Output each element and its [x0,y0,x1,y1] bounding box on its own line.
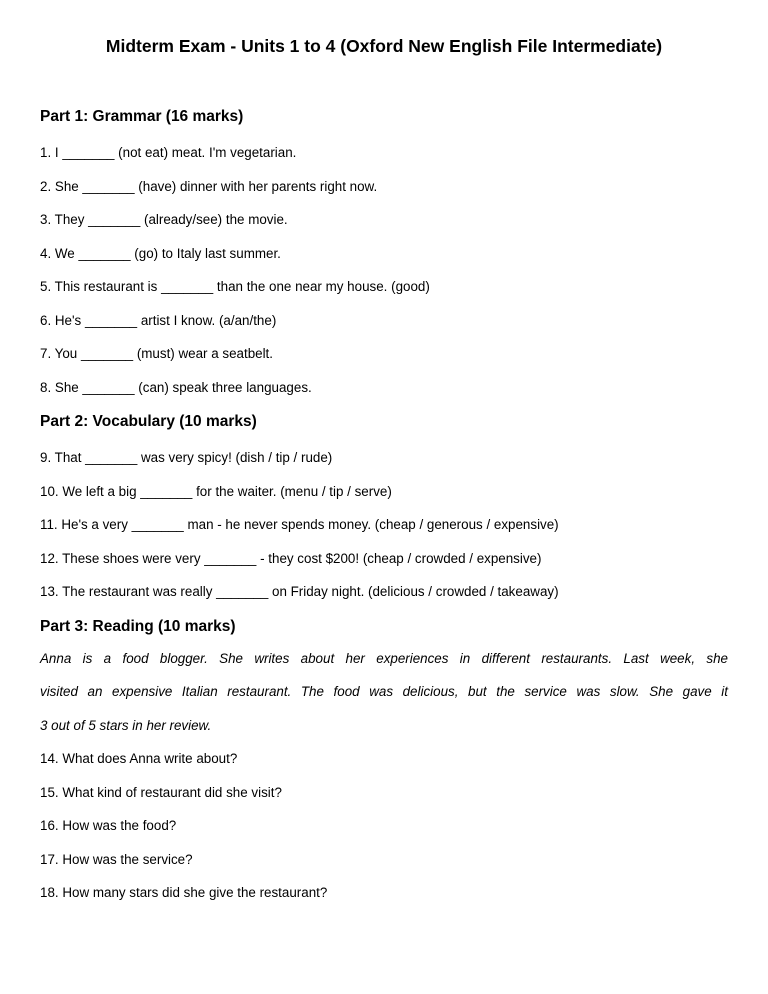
section-reading [40,617,728,902]
question-4: 4. We _______ (go) to Italy last summer. [40,245,281,261]
question-12: 12. These shoes were very _______ - they cost $200! (cheap / crowded / expensive) [40,550,542,566]
passage-line-3: 3 out of 5 stars in her review. [40,717,212,733]
question-2: 2. She _______ (have) dinner with her parents right now. [40,178,378,194]
section-heading-grammar: Part 1: Grammar (16 marks) [40,108,244,125]
passage-line-2: visited an expensive Italian restaurant. The food was delicious, but the service was slow. She gave it [40,684,728,699]
question-17: 17. How was the service? [40,851,193,867]
question-13: 13. The restaurant was really _______ on Friday night. (delicious / crowded / takeaway) [40,584,559,599]
question-15: 15. What kind of restaurant did she visit? [40,784,282,800]
page-title: Midterm Exam - Units 1 to 4 (Oxford New English File Intermediate) [105,36,663,56]
question-9: 9. That _______ was very spicy! (dish / tip / rude) [40,450,333,465]
question-3: 3. They _______ (already/see) the movie. [40,212,288,227]
section-grammar [40,107,728,396]
question-5: 5. This restaurant is _______ than the one near my house. (good) [40,279,430,294]
question-8: 8. She _______ (can) speak three languages. [40,379,312,395]
question-16: 16. How was the food? [40,818,177,833]
question-11: 11. He's a very _______ man - he never spends money. (cheap / generous / expensive) [40,517,559,532]
section-vocabulary [40,412,728,600]
question-18: 18. How many stars did she give the restaurant? [40,885,328,900]
question-14: 14. What does Anna write about? [40,751,238,766]
reading-passage [40,642,728,743]
question-10: 10. We left a big _______ for the waiter. (menu / tip / serve) [40,483,392,499]
section-heading-reading: Part 3: Reading (10 marks) [40,617,236,635]
question-7: 7. You _______ (must) wear a seatbelt. [40,346,274,361]
passage-line-1: Anna is a food blogger. She writes about her experiences in different restaurants. Last week, she [40,650,728,666]
question-6: 6. He's _______ artist I know. (a/an/the) [40,312,277,328]
question-1: 1. I _______ (not eat) meat. I'm vegetarian. [40,145,297,160]
section-heading-vocabulary: Part 2: Vocabulary (10 marks) [40,413,257,430]
